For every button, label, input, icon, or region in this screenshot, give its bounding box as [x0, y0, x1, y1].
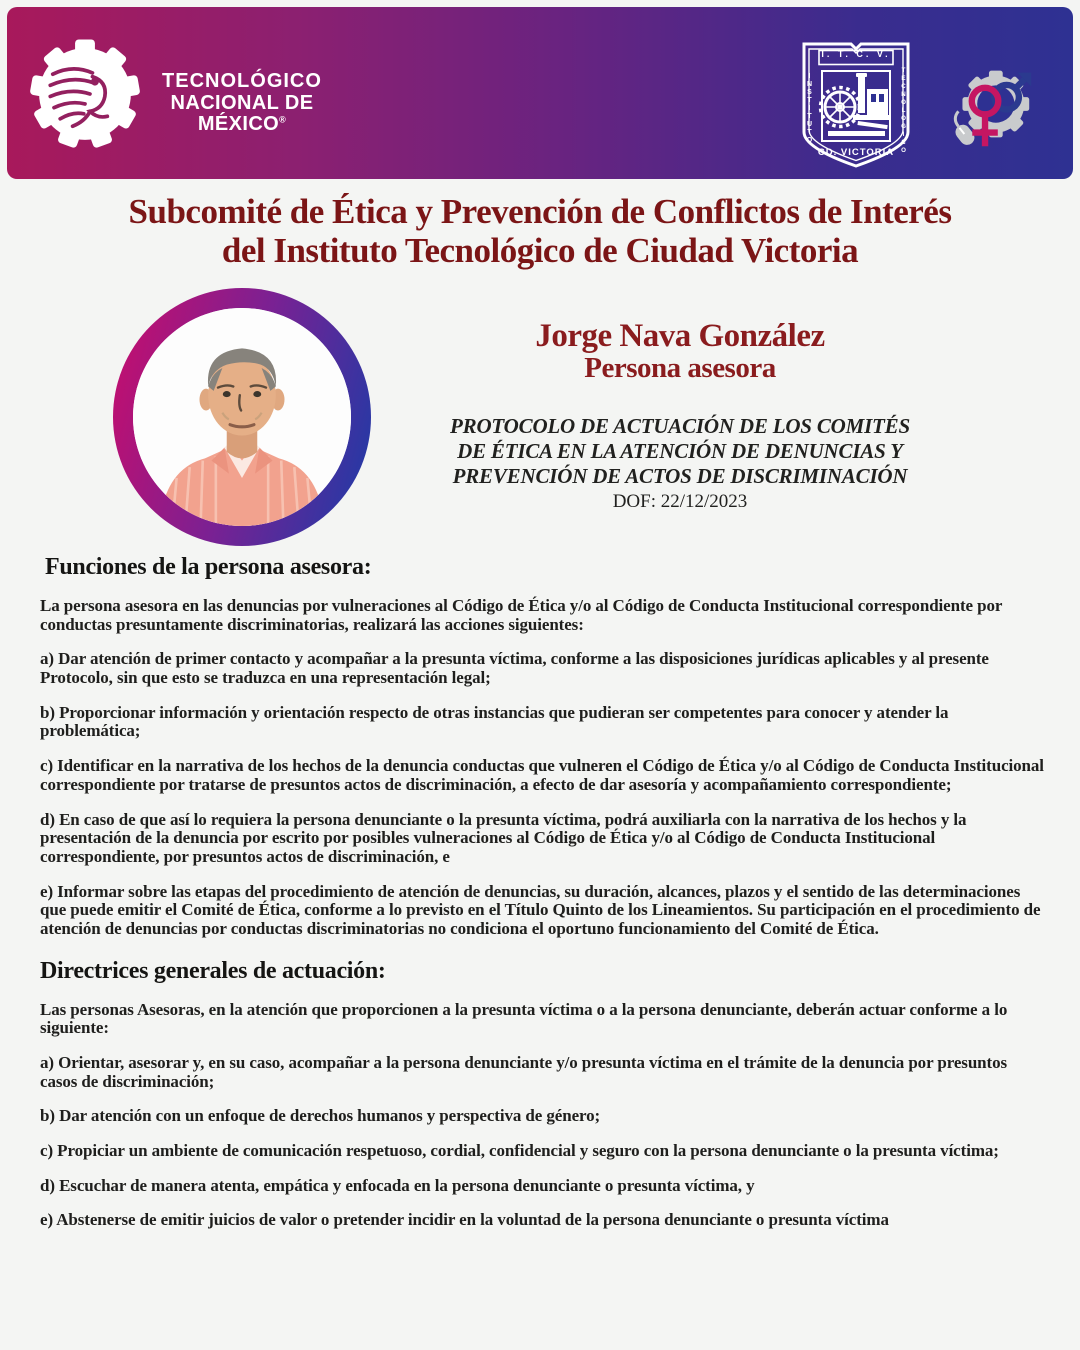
gender-equality-gear-icon: [933, 54, 1041, 160]
page-title-line1: Subcomité de Ética y Prevención de Conflictos de Interés: [128, 192, 952, 231]
tecnm-gear-eagle-icon: [23, 27, 147, 161]
section2-item-d: d) Escuchar de manera atenta, empática y enfocada en la persona denunciante o presunta víctima, y: [40, 1175, 755, 1195]
brand-line-1: TECNOLÓGICO: [162, 70, 322, 92]
section1-heading: Funciones de la persona asesora:: [45, 554, 372, 580]
section1-item-a: a) Dar atención de primer contacto y acompañar a la presunta víctima, conforme a las disposiciones jurídicas aplicables y al presente Protocolo, sin que esto se traduzca en una representación legal;: [40, 649, 989, 688]
section2-item-c: c) Propiciar un ambiente de comunicación respetuoso, cordial, confidencial y seguro con la persona denunciante o la presunta víctima;: [40, 1141, 999, 1161]
section2-item-b: b) Dar atención con un enfoque de derechos humanos y perspectiva de género;: [40, 1106, 601, 1126]
page-title: [0, 193, 1080, 270]
section1-item-c: c) Identificar en la narrativa de los hechos de la denuncia conductas que vulneren el Código de Ética y/o al Código de Conducta Institucional correspondiente por tratarse de presuntos actos de discriminación, a efecto de dar asesoría y acompañamiento correspondiente;: [40, 756, 1044, 794]
protocol-line1: PROTOCOLO DE ACTUACIÓN DE LOS COMITÉS: [450, 414, 910, 439]
section2-intro: Las personas Asesoras, en la atención que proporcionen a la presunta víctima o a la persona denunciante, deberán actuar conforme a lo siguiente:: [40, 999, 1008, 1038]
shield-left-text: INSTITUTO: [806, 73, 813, 145]
itcv-shield-logo: [795, 37, 917, 171]
shield-bottom-text: CD. VICTORIA: [817, 147, 895, 158]
protocol-title: [360, 414, 1000, 488]
dof-date: DOF: 22/12/2023: [612, 491, 748, 513]
shield-top-text: I. T. C. V.: [821, 49, 891, 59]
advisor-role: Persona asesora: [584, 352, 776, 384]
advisor-name: Jorge Nava González: [535, 318, 825, 354]
tecnm-wordmark: [137, 71, 347, 136]
section1-item-e: e) Informar sobre las etapas del procedimiento de atención de denuncias, su duración, alcances, plazos y el sentido de las determinaciones que puede emitir el Comité de Ética, conforme a lo previsto en el Título Quinto de los Lineamientos. Su participación en el procedimiento de atención de denuncias por conductas discriminatorias no condiciona el oportuno funcionamiento del Comité de Ética.: [40, 881, 1041, 938]
protocol-line2: DE ÉTICA EN LA ATENCIÓN DE DENUNCIAS Y: [457, 439, 903, 463]
registered-mark: ®: [279, 114, 287, 125]
advisor-photo-frame: [113, 288, 371, 546]
section1-intro: La persona asesora en las denuncias por vulneraciones al Código de Ética y/o al Código de Conducta Institucional correspondiente por conductas presuntamente discriminatorias, realizará las acciones siguientes:: [40, 596, 1003, 634]
section2-heading: Directrices generales de actuación:: [40, 957, 386, 984]
header-banner: [7, 7, 1073, 179]
section2-item-a: a) Orientar, asesorar y, en su caso, acompañar a la persona denunciante y/o presunta víctima en el trámite de la denuncia por presuntos casos de discriminación;: [40, 1053, 1008, 1091]
body-content: [40, 554, 1044, 1246]
shield-right-text: TECNOLOGICO: [900, 67, 907, 155]
advisor-info: [360, 320, 1000, 513]
section1-item-d: d) En caso de que así lo requiera la persona denunciante o la presunta víctima, podrá auxiliarla con la narrativa de los hechos y la presentación de la denuncia por escrito por posibles vulneraciones al Código de Ética y/o al Código de Conducta Institucional correspondiente, por presuntos actos de discriminación, e: [40, 809, 967, 866]
page-title-line2: del Instituto Tecnológico de Ciudad Victoria: [221, 230, 859, 270]
advisor-photo: [133, 308, 351, 526]
brand-line-2: NACIONAL DE MÉXICO®: [170, 91, 314, 136]
section1-item-b: b) Proporcionar información y orientación respecto de otras instancias que pudieran ser competentes para conocer y atender la problemática;: [40, 702, 949, 741]
protocol-line3: PREVENCIÓN DE ACTOS DE DISCRIMINACIÓN: [452, 463, 908, 488]
section2-item-e: e) Abstenerse de emitir juicios de valor o pretender incidir en la voluntad de la persona denunciante o presunta víctima: [40, 1210, 889, 1230]
portrait-illustration: [133, 308, 351, 526]
